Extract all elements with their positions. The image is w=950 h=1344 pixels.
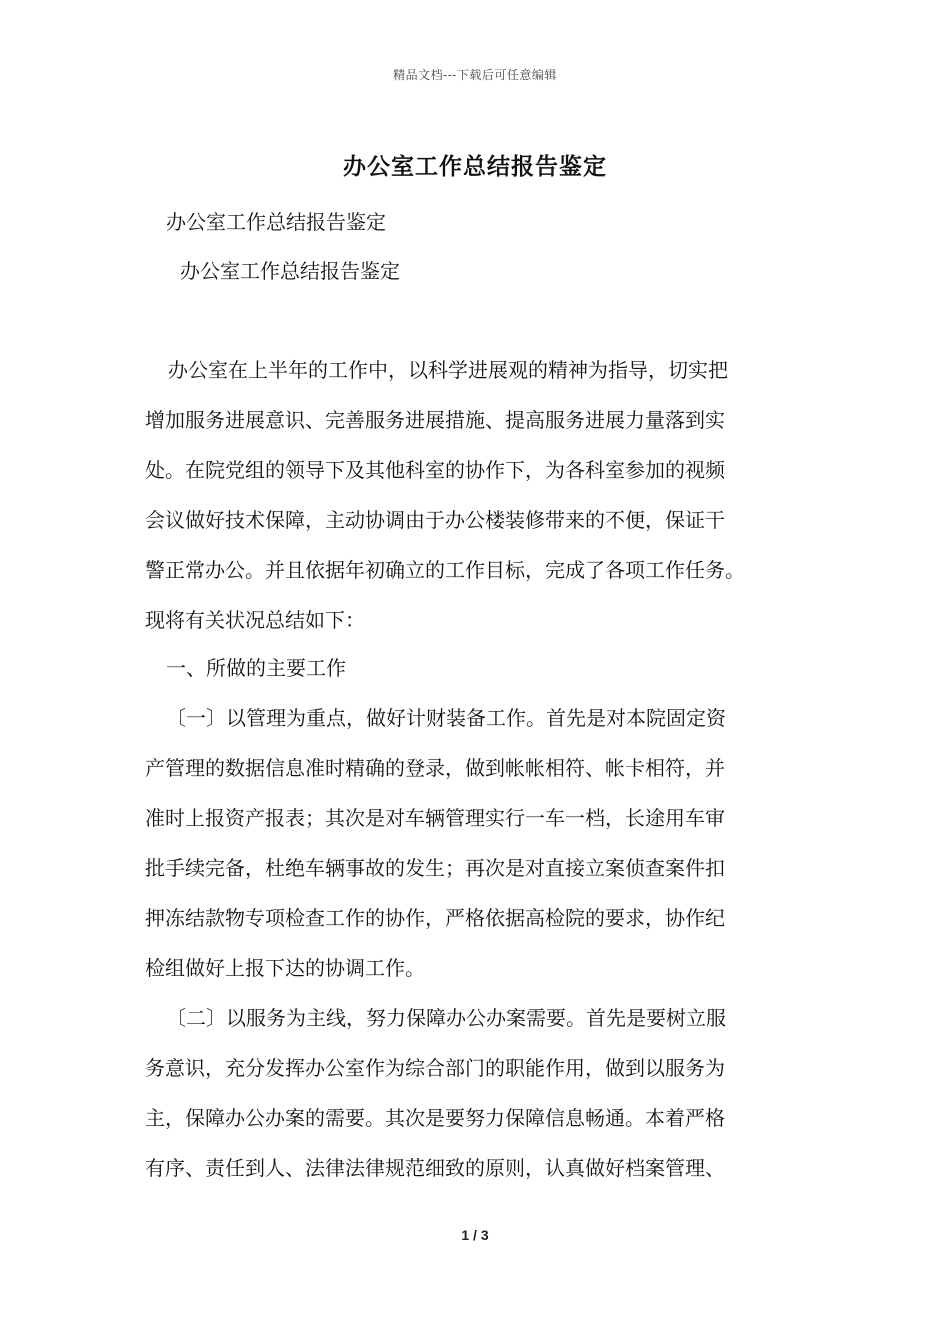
body-line: 〔一〕以管理为重点，做好计财装备工作。首先是对本院固定资	[166, 706, 726, 730]
body-line: 务意识，充分发挥办公室作为综合部门的职能作用，做到以服务为	[145, 1056, 725, 1080]
body-line: 现将有关状况总结如下：	[145, 608, 365, 632]
body-line: 押冻结款物专项检查工作的协作，严格依据高检院的要求，协作纪	[145, 906, 725, 930]
page-header: 精品文档---下载后可任意编辑	[393, 68, 557, 82]
subtitle-line: 办公室工作总结报告鉴定	[166, 210, 386, 234]
body-line: 检组做好上报下达的协调工作。	[145, 956, 425, 980]
body-line: 警正常办公。并且依据年初确立的工作目标，完成了各项工作任务。	[145, 558, 745, 582]
body-line: 办公室在上半年的工作中，以科学进展观的精神为指导，切实把	[168, 358, 728, 382]
body-line: 会议做好技术保障，主动协调由于办公楼装修带来的不便，保证干	[145, 508, 725, 532]
body-line: 〔二〕以服务为主线，努力保障办公办案需要。首先是要树立服	[166, 1006, 726, 1030]
body-line: 准时上报资产报表；其次是对车辆管理实行一车一档，长途用车审	[145, 806, 725, 830]
body-line: 有序、责任到人、法律法律规范细致的原则，认真做好档案管理、	[145, 1156, 725, 1180]
document-title: 办公室工作总结报告鉴定	[343, 153, 607, 180]
body-line: 增加服务进展意识、完善服务进展措施、提高服务进展力量落到实	[145, 408, 725, 432]
body-line: 处。在院党组的领导下及其他科室的协作下，为各科室参加的视频	[145, 458, 725, 482]
section-heading: 一、所做的主要工作	[166, 656, 346, 680]
page-number: 1 / 3	[461, 1227, 489, 1243]
body-line: 主，保障办公办案的需要。其次是要努力保障信息畅通。本着严格	[145, 1106, 725, 1130]
subtitle-line: 办公室工作总结报告鉴定	[180, 259, 400, 283]
body-line: 批手续完备，杜绝车辆事故的发生；再次是对直接立案侦查案件扣	[145, 856, 725, 880]
body-line: 产管理的数据信息准时精确的登录，做到帐帐相符、帐卡相符，并	[145, 756, 725, 780]
